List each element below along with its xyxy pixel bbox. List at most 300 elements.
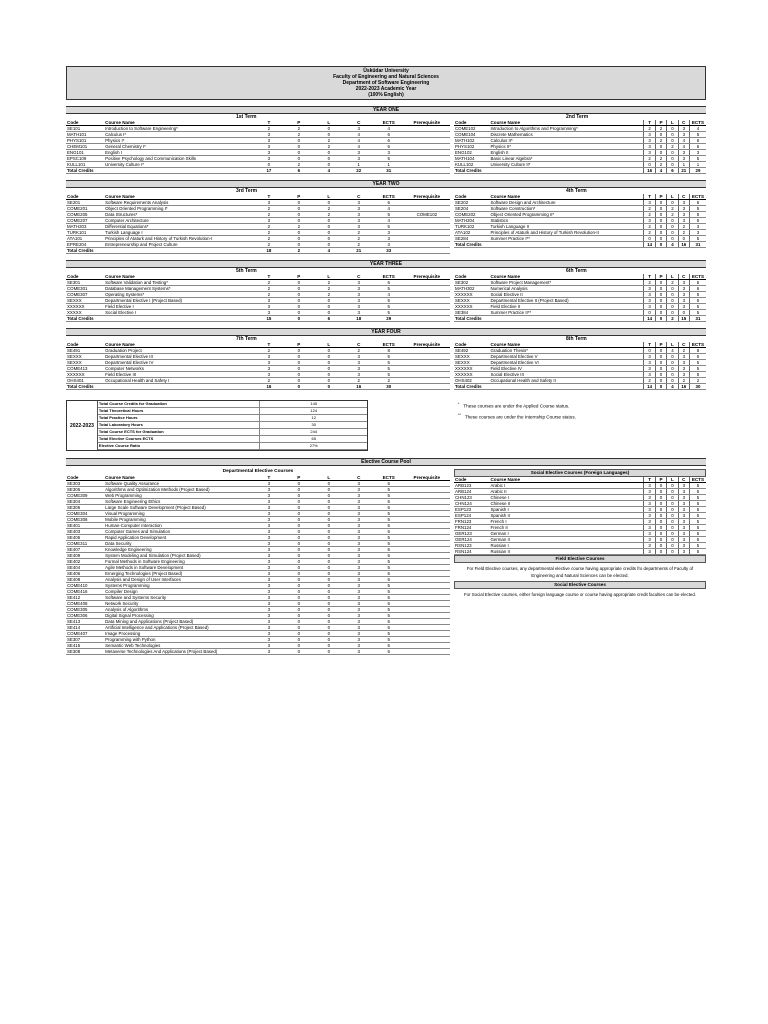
- column-header-p: P: [284, 194, 314, 200]
- cell: Numerical Analysis: [489, 286, 643, 292]
- cell: 0: [667, 292, 678, 298]
- column-header-t: T: [254, 342, 284, 348]
- footnote: [458, 400, 576, 411]
- cell: 0: [284, 643, 314, 649]
- total-row: [454, 242, 706, 248]
- cell: COME301: [66, 286, 104, 292]
- cell: 2: [254, 348, 284, 354]
- cell: Image Processing: [104, 631, 254, 637]
- cell: 0: [284, 481, 314, 487]
- cell: GER124: [454, 537, 489, 543]
- left-term-label: 1st Term: [236, 114, 257, 120]
- cell: 2: [644, 126, 655, 132]
- cell: 0: [667, 200, 678, 206]
- cell: 3: [344, 613, 374, 619]
- cell: 0: [667, 230, 678, 236]
- total-row: [66, 168, 450, 174]
- cell: 3: [254, 613, 284, 619]
- cell: 3: [678, 354, 689, 360]
- cell: Russian I: [489, 543, 643, 549]
- cell: 1: [678, 162, 689, 168]
- column-header-prereq: Prerequisite: [404, 342, 450, 348]
- cell: 0: [284, 619, 314, 625]
- cell: 3: [644, 354, 655, 360]
- cell: English II: [489, 150, 643, 156]
- cell: 3: [344, 637, 374, 643]
- cell: 3: [374, 242, 404, 248]
- total-cell: 21: [678, 168, 689, 174]
- total-cell: 0: [284, 384, 314, 390]
- cell: 0: [655, 348, 666, 354]
- cell: EPSC109: [66, 156, 104, 162]
- cell: 3: [344, 607, 374, 613]
- cell: Programming with Python: [104, 637, 254, 643]
- cell: 3: [644, 144, 655, 150]
- column-header-ects: ECTS: [690, 477, 707, 483]
- cell: 0: [284, 360, 314, 366]
- cell: 2: [344, 348, 374, 354]
- cell: 2: [314, 206, 344, 212]
- left-term-table: [66, 274, 450, 322]
- cell: 5: [374, 619, 404, 625]
- cell: 5: [374, 631, 404, 637]
- cell: 3: [254, 619, 284, 625]
- cell: 2: [254, 212, 284, 218]
- cell: 3: [344, 126, 374, 132]
- cell: Field Elective I: [104, 304, 254, 310]
- cell: 0: [284, 218, 314, 224]
- cell: 2: [254, 242, 284, 248]
- cell: 3: [644, 292, 655, 298]
- cell: 3: [678, 132, 689, 138]
- cell: 2: [284, 224, 314, 230]
- cell: 0: [314, 354, 344, 360]
- cell: 3: [644, 304, 655, 310]
- column-header-c: C: [678, 477, 689, 483]
- cell: MATH204: [454, 218, 489, 224]
- cell: Network Security: [104, 601, 254, 607]
- cell: RSN123: [454, 543, 489, 549]
- column-header-c: C: [344, 194, 374, 200]
- cell: 0: [314, 535, 344, 541]
- cell: 3: [344, 589, 374, 595]
- cell: 2: [314, 280, 344, 286]
- cell: Spanish I: [489, 507, 643, 513]
- cell: 3: [678, 519, 689, 525]
- cell: 0: [314, 348, 344, 354]
- cell: 3: [344, 535, 374, 541]
- total-cell: Total Credits: [66, 316, 104, 322]
- cell: 3: [344, 304, 374, 310]
- cell: XXXXXX: [66, 372, 104, 378]
- cell: 3: [344, 601, 374, 607]
- footnote: [458, 411, 576, 422]
- field-elective-title: Field Elective Courses: [454, 555, 706, 563]
- cell: 0: [667, 519, 678, 525]
- cell: 5: [690, 549, 707, 555]
- total-cell: 0: [655, 316, 666, 322]
- cell: 5: [374, 547, 404, 553]
- cell: 3: [644, 543, 655, 549]
- cell: 0: [667, 218, 678, 224]
- column-header-p: P: [655, 477, 666, 483]
- cell: 0: [284, 292, 314, 298]
- cell: 3: [678, 537, 689, 543]
- cell: SEXXX: [454, 354, 489, 360]
- cell: 3: [254, 643, 284, 649]
- cell: 5: [690, 366, 707, 372]
- total-cell: 31: [690, 316, 707, 322]
- cell: 0: [655, 304, 666, 310]
- cell: 3: [678, 360, 689, 366]
- cell: 2: [644, 206, 655, 212]
- cell: Discrete Mathematics: [489, 132, 643, 138]
- cell: 3: [254, 487, 284, 493]
- column-header-code: Code: [66, 194, 104, 200]
- cell: 3: [344, 643, 374, 649]
- cell: SE201: [66, 200, 104, 206]
- column-header-p: P: [655, 342, 666, 348]
- cell: SE403: [66, 529, 104, 535]
- cell: 3: [254, 583, 284, 589]
- cell: 3: [254, 298, 284, 304]
- cell: 3: [254, 535, 284, 541]
- column-header-l: L: [667, 477, 678, 483]
- cell: 8: [690, 348, 707, 354]
- cell: 5: [690, 310, 707, 316]
- cell: Data Structures*: [104, 212, 254, 218]
- cell: COME309: [66, 493, 104, 499]
- cell: 0: [667, 366, 678, 372]
- departmental-elective-table: [66, 475, 450, 655]
- column-header-t: T: [254, 120, 284, 126]
- cell: SE307: [66, 637, 104, 643]
- cell: 0: [655, 549, 666, 555]
- cell: MATH104: [454, 156, 489, 162]
- cell: Software Design and Architecture: [489, 200, 643, 206]
- cell: 0: [284, 535, 314, 541]
- cell: 3: [344, 517, 374, 523]
- cell: Basic Linear Algebra*: [489, 156, 643, 162]
- cell: German I: [489, 531, 643, 537]
- cell: 0: [655, 543, 666, 549]
- cell: 0: [284, 304, 314, 310]
- footnote-mark: *: [458, 402, 460, 406]
- cell: 3: [344, 625, 374, 631]
- cell: SE406: [66, 571, 104, 577]
- total-row: [66, 248, 450, 254]
- cell: Web Programming: [104, 493, 254, 499]
- cell: 3: [644, 489, 655, 495]
- total-cell: [104, 168, 254, 174]
- cell: 3: [678, 507, 689, 513]
- cell: 3: [344, 150, 374, 156]
- cell: 0: [314, 559, 344, 565]
- cell: 0: [284, 298, 314, 304]
- cell: 3: [678, 489, 689, 495]
- cell: 0: [644, 310, 655, 316]
- cell: 3: [644, 150, 655, 156]
- cell: 2: [254, 378, 284, 384]
- cell: 0: [667, 310, 678, 316]
- cell: 0: [284, 144, 314, 150]
- column-header-ects: ECTS: [374, 120, 404, 126]
- cell: 3: [644, 132, 655, 138]
- cell: COME307: [66, 292, 104, 298]
- total-cell: 4: [655, 168, 666, 174]
- cell: 3: [644, 298, 655, 304]
- cell: Visual Programming: [104, 511, 254, 517]
- cell: 3: [344, 577, 374, 583]
- cell: 0: [284, 529, 314, 535]
- cell: Formal Methods in Software Engineering: [104, 559, 254, 565]
- cell: Analysis and Design of User Interfaces: [104, 577, 254, 583]
- total-cell: [404, 384, 450, 390]
- cell: 5: [690, 280, 707, 286]
- cell: 5: [374, 505, 404, 511]
- cell: 3: [678, 525, 689, 531]
- cell: 0: [314, 631, 344, 637]
- cell: 0: [284, 354, 314, 360]
- cell: 3: [678, 218, 689, 224]
- cell: 0: [655, 372, 666, 378]
- total-cell: 0: [284, 316, 314, 322]
- cell: 6: [374, 280, 404, 286]
- cell: 5: [374, 366, 404, 372]
- cell: 2: [644, 280, 655, 286]
- cell: Arabic I: [489, 483, 643, 489]
- cell: Artificial Intelligence and Applications (Project Based): [104, 625, 254, 631]
- cell: Introduction to Algorithms and Programming*: [489, 126, 643, 132]
- cell: Departmental Elective V: [489, 354, 643, 360]
- cell: 3: [644, 138, 655, 144]
- summary-label: Elective Course Ratio: [98, 443, 260, 450]
- cell: 0: [284, 649, 314, 655]
- cell: 3: [254, 505, 284, 511]
- cell: 0: [667, 489, 678, 495]
- footnotes: [458, 400, 576, 451]
- right-term-label: 6th Term: [566, 268, 587, 274]
- cell: 2: [254, 236, 284, 242]
- cell: 0: [667, 298, 678, 304]
- cell: FRN123: [454, 519, 489, 525]
- cell: 5: [374, 577, 404, 583]
- cell: XXXXXX: [454, 304, 489, 310]
- cell: 3: [678, 212, 689, 218]
- cell: 3: [344, 310, 374, 316]
- cell: SEXXX: [454, 360, 489, 366]
- total-cell: 4: [314, 248, 344, 254]
- cell: 3: [254, 132, 284, 138]
- cell: 0: [284, 286, 314, 292]
- cell: 3: [254, 523, 284, 529]
- cell: COME304: [66, 511, 104, 517]
- cell: SE407: [66, 547, 104, 553]
- total-cell: [404, 248, 450, 254]
- cell: 5: [374, 535, 404, 541]
- cell: 3: [344, 511, 374, 517]
- cell: SE306: [66, 505, 104, 511]
- cell: 5: [374, 493, 404, 499]
- cell: 3: [254, 354, 284, 360]
- cell: 0: [667, 354, 678, 360]
- footnote-mark: **: [458, 412, 461, 417]
- elective-pool-title: Elective Course Pool: [66, 458, 706, 466]
- cell: 3: [644, 549, 655, 555]
- cell: 2: [254, 224, 284, 230]
- cell: 5: [690, 495, 707, 501]
- total-cell: 15: [254, 316, 284, 322]
- cell: 5: [690, 537, 707, 543]
- cell: 0: [655, 310, 666, 316]
- cell: 5: [374, 354, 404, 360]
- cell: 0: [655, 360, 666, 366]
- cell: 0: [314, 493, 344, 499]
- cell: 3: [678, 298, 689, 304]
- cell: Software Validation and Testing*: [104, 280, 254, 286]
- summary-section: [66, 400, 706, 451]
- cell: ARB124: [454, 489, 489, 495]
- summary-label: Total Laboratory Hours: [98, 422, 260, 429]
- cell: 3: [344, 224, 374, 230]
- cell: 0: [314, 565, 344, 571]
- cell: 5: [690, 298, 707, 304]
- cell: PHYS102: [454, 144, 489, 150]
- cell: 3: [678, 549, 689, 555]
- cell: 2: [678, 378, 689, 384]
- cell: [404, 649, 450, 655]
- cell: 0: [655, 132, 666, 138]
- summary-row: [98, 415, 367, 422]
- cell: 5: [690, 156, 707, 162]
- cell: Computer Networks: [104, 366, 254, 372]
- cell: 0: [284, 348, 314, 354]
- cell: 5: [690, 525, 707, 531]
- cell: 5: [690, 206, 707, 212]
- cell: 5: [374, 607, 404, 613]
- cell: 0: [284, 589, 314, 595]
- cell: COME408: [66, 601, 104, 607]
- column-header-code: Code: [66, 475, 104, 481]
- cell: 0: [314, 517, 344, 523]
- cell: 3: [344, 481, 374, 487]
- total-cell: 0: [314, 384, 344, 390]
- cell: 5: [374, 360, 404, 366]
- cell: 2: [644, 230, 655, 236]
- cell: 4: [678, 144, 689, 150]
- cell: 2: [314, 144, 344, 150]
- cell: 3: [344, 354, 374, 360]
- cell: 0: [284, 601, 314, 607]
- cell: SE402: [66, 559, 104, 565]
- column-header-name: Course Name: [104, 194, 254, 200]
- cell: SE492: [454, 348, 489, 354]
- cell: 0: [314, 360, 344, 366]
- total-cell: Total Credits: [454, 316, 489, 322]
- cell: 0: [667, 543, 678, 549]
- cell: 0: [284, 366, 314, 372]
- cell: Compiler Design: [104, 589, 254, 595]
- cell: 0: [314, 487, 344, 493]
- cell: Graduation Thesis*: [489, 348, 643, 354]
- cell: 5: [374, 481, 404, 487]
- cell: 0: [314, 132, 344, 138]
- cell: 6: [690, 144, 707, 150]
- cell: Human-Computer Interaction: [104, 523, 254, 529]
- cell: 3: [644, 218, 655, 224]
- cell: Calculus II*: [489, 138, 643, 144]
- cell: 2: [667, 144, 678, 150]
- cell: 4: [344, 132, 374, 138]
- column-header-p: P: [284, 475, 314, 481]
- cell: 5: [374, 310, 404, 316]
- cell: 0: [284, 637, 314, 643]
- cell: SE408: [66, 577, 104, 583]
- column-header-prereq: Prerequisite: [404, 194, 450, 200]
- cell: 0: [284, 541, 314, 547]
- cell: French II: [489, 525, 643, 531]
- cell: 3: [344, 292, 374, 298]
- column-header-t: T: [254, 194, 284, 200]
- cell: 3: [678, 280, 689, 286]
- cell: University Culture I*: [104, 162, 254, 168]
- cell: 3: [678, 513, 689, 519]
- cell: 0: [655, 212, 666, 218]
- cell: 3: [254, 577, 284, 583]
- cell: 0: [667, 513, 678, 519]
- cell: 2: [667, 206, 678, 212]
- cell: 2: [655, 138, 666, 144]
- cell: 0: [655, 354, 666, 360]
- cell: 0: [655, 495, 666, 501]
- cell: 2: [344, 236, 374, 242]
- column-header-name: Course Name: [489, 342, 643, 348]
- cell: 2: [344, 378, 374, 384]
- column-header-prereq: Prerequisite: [404, 120, 450, 126]
- document-header: [66, 66, 706, 100]
- cell: 3: [344, 493, 374, 499]
- column-header-l: L: [314, 120, 344, 126]
- cell: Metaverse Technologies And Applications (Project Based): [104, 649, 254, 655]
- cell: 0: [655, 230, 666, 236]
- cell: 4: [374, 206, 404, 212]
- departmental-elective-title: Departmental Elective Courses: [222, 469, 294, 474]
- cell: Physics II*: [489, 144, 643, 150]
- column-header-t: T: [254, 274, 284, 280]
- cell: Chinese I: [489, 495, 643, 501]
- cell: KULL102: [454, 162, 489, 168]
- cell: SE302: [454, 280, 489, 286]
- cell: XXXXXX: [454, 366, 489, 372]
- cell: 2: [254, 126, 284, 132]
- cell: French I: [489, 519, 643, 525]
- cell: 0: [314, 613, 344, 619]
- cell: 2: [284, 132, 314, 138]
- cell: MATH101: [66, 132, 104, 138]
- cell: 3: [644, 366, 655, 372]
- cell: Knowledge Engineering: [104, 547, 254, 553]
- cell: 3: [344, 553, 374, 559]
- cell: 0: [655, 150, 666, 156]
- total-cell: [489, 168, 643, 174]
- cell: 6: [374, 138, 404, 144]
- column-header-p: P: [655, 120, 666, 126]
- cell: 5: [690, 372, 707, 378]
- column-header-code: Code: [66, 274, 104, 280]
- cell: 0: [314, 577, 344, 583]
- cell: 3: [254, 517, 284, 523]
- cell: 0: [655, 378, 666, 384]
